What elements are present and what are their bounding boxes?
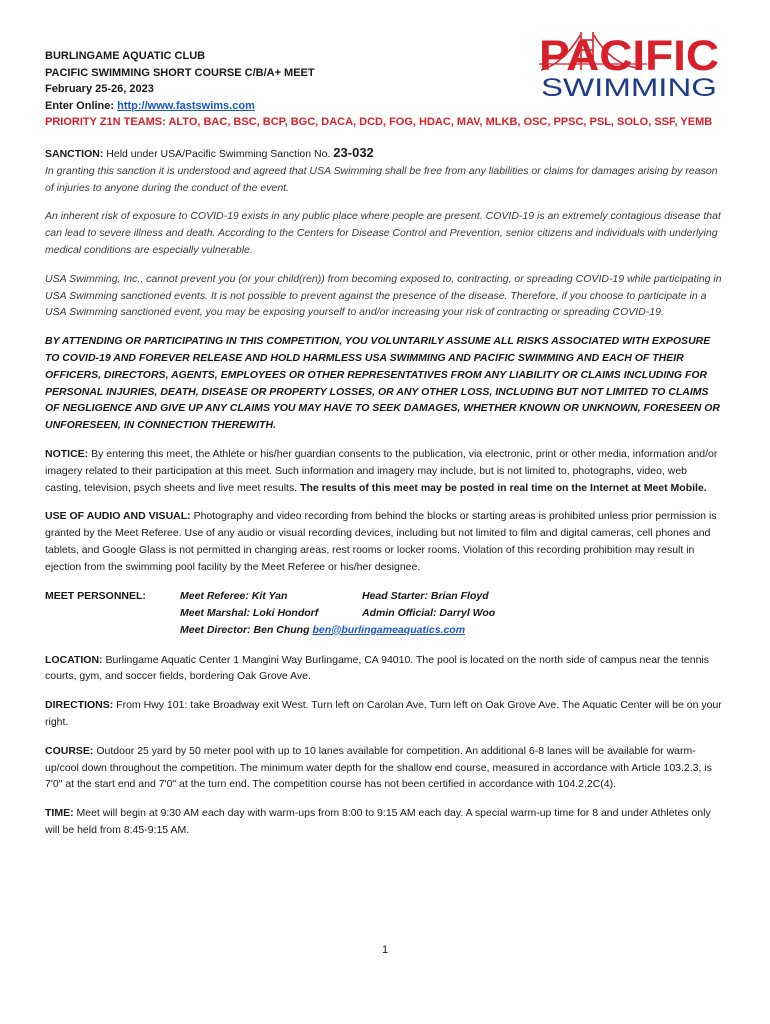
entry-link[interactable]: http://www.fastswims.com	[117, 99, 255, 112]
sanction-label: SANCTION:	[45, 148, 104, 160]
time-text: Meet will begin at 9:30 AM each day with warm-ups from 8:00 to 9:15 AM each day. A special warm-up time for 8 and under Athletes only will be held from 8:45-9:15 AM.	[45, 807, 711, 836]
personnel-row	[180, 588, 489, 605]
covid-waiver-paragraph: BY ATTENDING OR PARTICIPATING IN THIS COMPETITION, YOU VOLUNTARILY ASSUME ALL RISKS ASSOCIATED WITH EXPOSURE TO COVID-19 AND FOREVER RELEASE AND HOLD HARMLESS USA SWIMMING AND PACIFIC SWIMMING AND EACH OF THEIR OFFICERS, DIRECTORS, AGENTS, EMPLOYEES OR OTHER REPRESENTATIVES FROM ANY LIABILITY OR CLAIMS INCLUDING FOR PERSONAL INJURIES, DEATH, DISEASE OR PROPERTY LOSSES, OR ANY OTHER LOSS, INCLUDING BUT NOT LIMITED TO CLAIMS OF NEGLIGENCE AND GIVE UP ANY CLAIMS YOU MAY HAVE TO SEEK DAMAGES, WHETHER KNOWN OR UNKNOWN, FORESEEN OR UNFORESEEN, IN CONNECTION THEREWITH.	[45, 335, 720, 432]
personnel-label: MEET PERSONNEL:	[45, 589, 146, 602]
logo-wordmark-swimming: SWIMMING	[541, 74, 717, 102]
notice-label: NOTICE:	[45, 447, 89, 460]
meet-title: PACIFIC SWIMMING SHORT COURSE C/B/A+ MEET	[45, 66, 315, 79]
notice-bold-text: The results of this meet may be posted in real time on the Internet at Meet Mobile.	[300, 481, 707, 494]
meet-personnel	[45, 588, 723, 640]
meet-dates: February 25-26, 2023	[45, 83, 154, 95]
personnel-row	[180, 605, 496, 622]
logo-wordmark-pacific: PACIFIC	[539, 32, 719, 80]
directions-text: From Hwy 101: take Broadway exit West. Turn left on Carolan Ave. Turn left on Oak Grove Ave. The Aquatic Center will be on your right.	[45, 699, 722, 728]
personnel-row	[180, 622, 465, 639]
notice-text: By entering this meet, the Athlete or his/her guardian consents to the publication, via electronic, print or other media, information and/or imagery related to their participation at this meet. Such information and imagery may include, but is not limited to, photographs, video, web casting, television, psych sheets and live meet results.	[45, 447, 718, 494]
priority-teams: PRIORITY Z1N TEAMS: ALTO, BAC, BSC, BCP, BGC, DACA, DCD, FOG, HDAC, MAV, MLKB, OSC, PPSC, PSL, SOLO, SSF, YEMB	[45, 116, 713, 128]
sanction-text: Held under USA/Pacific Swimming Sanction No.	[106, 148, 331, 160]
sanction-number: 23-032	[333, 145, 374, 160]
time-label: TIME:	[45, 807, 74, 820]
location-text: Burlingame Aquatic Center 1 Mangini Way Burlingame, CA 94010. The pool is located on the north side of campus near the tennis courts, gym, and soccer fields, bordering Oak Grove Ave.	[45, 653, 709, 683]
covid-exposure-paragraph: USA Swimming, Inc., cannot prevent you (or your child(ren)) from becoming exposed to, contracting, or spreading COVID-19 while participating in USA Swimming sanctioned events. It is not possible to prevent against the presence of the disease. Therefore, if you choose to participate in a USA Swimming sanctioned event, you may be exposing yourself to and/or increasing your risk of contracting or spreading COVID-19.	[45, 272, 722, 319]
covid-risk-paragraph: An inherent risk of exposure to COVID-19 exists in any public place where people are present. COVID-19 is an extremely contagious disease that can lead to severe illness and death. According to the Centers for Disease Control and Prevention, senior citizens and individuals with underlying medical conditions are especially vulnerable.	[45, 210, 721, 256]
course-label: COURSE:	[45, 744, 94, 757]
page-number: 1	[381, 944, 389, 956]
director-email-link[interactable]: ben@burlingameaquatics.com	[312, 623, 466, 636]
meet-marshal: Meet Marshal: Loki Hondorf	[180, 606, 319, 619]
directions-paragraph	[45, 697, 723, 731]
meet-referee: Meet Referee: Kit Yan	[180, 589, 288, 602]
course-paragraph	[45, 743, 723, 793]
audio-visual-paragraph	[45, 508, 723, 575]
document-body	[45, 145, 723, 851]
admin-official: Admin Official: Darryl Woo	[362, 606, 496, 619]
course-text: Outdoor 25 yard by 50 meter pool with up to 10 lanes available for competition. An additional 6-8 lanes will be available for warm-up/cool down throughout the competition. The minimum water depth for the shallow end course, measured in accordance with Article 103.2.3, is 7'0" at the start end and 7'0" at the turn end. The competition course has not been certified in accordance with 104.2.2C(4).	[45, 744, 712, 791]
location-label: LOCATION:	[45, 653, 103, 666]
sanction-paragraph	[45, 145, 723, 196]
liability-text: In granting this sanction it is understood and agreed that USA Swimming shall be free from any liabilities or claims for damages arising by reason of injuries to anyone during the conduct of the event.	[45, 164, 718, 194]
notice-paragraph	[45, 446, 723, 496]
golden-gate-bridge-icon	[537, 30, 722, 102]
enter-online-label: Enter Online:	[45, 99, 115, 112]
head-starter: Head Starter: Brian Floyd	[362, 589, 489, 602]
pacific-swimming-logo	[537, 30, 722, 102]
location-paragraph	[45, 652, 723, 686]
directions-label: DIRECTIONS:	[45, 699, 114, 712]
time-paragraph	[45, 805, 723, 839]
meet-director: Meet Director: Ben Chung	[180, 623, 310, 636]
audio-visual-label: USE OF AUDIO AND VISUAL:	[45, 510, 191, 523]
club-name: BURLINGAME AQUATIC CLUB	[45, 50, 206, 62]
audio-visual-text: Photography and video recording from behind the blocks or starting areas is prohibited unless prior permission is granted by the Meet Referee. Use of any audio or visual recording devices, including but not limited to film and digital cameras, cell phones and tablets, and Google Glass is not permitted in changing areas, rest rooms or locker rooms. Violation of this recording prohibition may result in ejection from the swimming pool facility by the Meet Referee or his/her designee.	[45, 510, 717, 573]
